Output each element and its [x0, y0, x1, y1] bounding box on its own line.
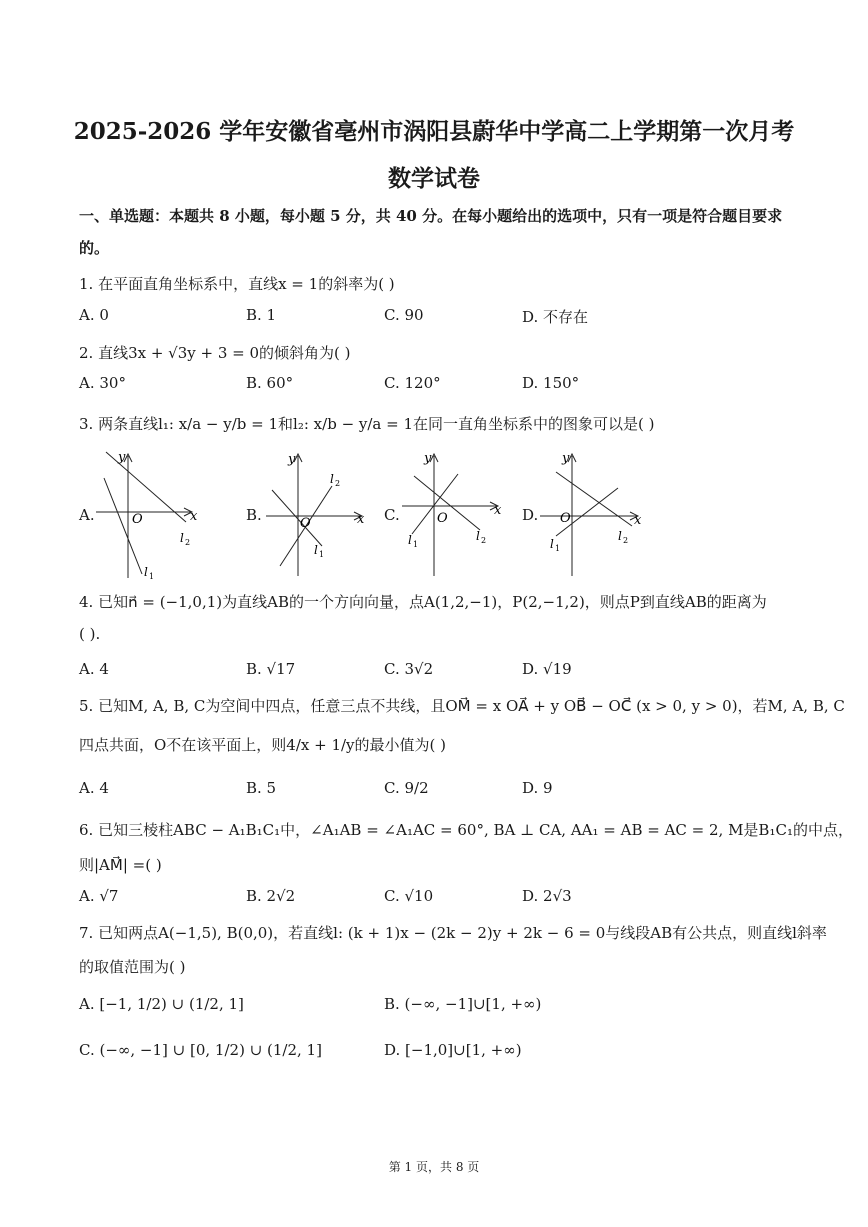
q5-option-c: C. 9/2 — [384, 779, 429, 797]
document-title-line1: 2025-2026 学年安徽省亳州市涡阳县蔚华中学高二上学期第一次月考 — [73, 118, 795, 145]
question-1-stem: 1. 在平面直角坐标系中，直线x = 1的斜率为( ) — [79, 275, 395, 293]
graph-b-l2-label: l — [330, 472, 334, 486]
graph-a-l2-label: l — [180, 531, 184, 545]
q7-option-c: C. (−∞, −1] ∪ [0, 1/2) ∪ (1/2, 1] — [79, 1041, 322, 1059]
graph-c-x-label: x — [494, 503, 502, 518]
graph-c-y-label: y — [424, 451, 432, 466]
graph-a-y-label: y — [118, 450, 126, 465]
question-3-stem: 3. 两条直线l₁: x/a − y/b = 1和l₂: x/b − y/a = 1在同一直角坐标系中的图象可以是( ) — [79, 415, 655, 433]
graph-b-y-label: y — [288, 452, 296, 467]
graph-b-l2-sub: 2 — [335, 479, 341, 488]
graph-d-l2-sub: 2 — [623, 536, 629, 545]
question-5-stem-line1: 5. 已知M, A, B, C为空间中四点，任意三点不共线，且OM⃗ = x OA⃗ + y OB⃗ − OC⃗ (x > 0, y > 0)，若M, A, B, C — [79, 697, 845, 715]
question-6-stem-line1: 6. 已知三棱柱ABC − A₁B₁C₁中，∠A₁AB = ∠A₁AC = 60°, BA ⊥ CA, AA₁ = AB = AC = 2, M是B₁C₁的中点， — [79, 821, 853, 839]
graph-a-l1-label: l — [144, 565, 148, 579]
q5-option-d: D. 9 — [522, 779, 553, 797]
q1-option-b: B. 1 — [246, 306, 277, 324]
q1-option-c: C. 90 — [384, 306, 424, 324]
q7-option-d: D. [−1,0]∪[1, +∞) — [384, 1041, 522, 1059]
graph-c-l2-label: l — [476, 529, 480, 543]
q6-option-a: A. √7 — [79, 887, 119, 905]
graph-b-x-label: x — [357, 512, 365, 527]
question-5-stem-line2: 四点共面，O不在该平面上，则4/x + 1/y的最小值为( ) — [79, 736, 447, 754]
graph-c-l1-label: l — [408, 533, 412, 547]
question-7-stem-line1: 7. 已知两点A(−1,5), B(0,0)，若直线l: (k + 1)x − (2k − 2)y + 2k − 6 = 0与线段AB有公共点，则直线l斜率 — [79, 924, 827, 942]
q4-option-c: C. 3√2 — [384, 660, 434, 678]
q7-option-b: B. (−∞, −1]∪[1, +∞) — [384, 995, 542, 1013]
graph-d-x-label: x — [634, 513, 642, 528]
question-2-stem: 2. 直线3x + √3y + 3 = 0的倾斜角为( ) — [79, 344, 351, 362]
q4-option-a: A. 4 — [79, 660, 109, 678]
question-6-stem-line2: 则|AM⃗| =( ) — [79, 856, 162, 874]
graph-a-l2-sub: 2 — [185, 538, 191, 547]
graph-c — [400, 450, 510, 580]
q7-option-a: A. [−1, 1/2) ∪ (1/2, 1] — [79, 995, 244, 1013]
question-7-stem-line2: 的取值范围为( ) — [79, 958, 186, 976]
graph-d-l2-label: l — [618, 529, 622, 543]
q3-option-b: B. — [246, 506, 262, 524]
q3-option-a: A. — [79, 506, 95, 524]
q6-option-b: B. 2√2 — [246, 887, 296, 905]
graph-a-origin: O — [132, 512, 143, 527]
graph-d-l1-sub: 1 — [555, 544, 561, 553]
q4-option-b: B. √17 — [246, 660, 296, 678]
graph-b-l1-sub: 1 — [319, 550, 325, 559]
q1-option-a: A. 0 — [79, 306, 109, 324]
q1-option-d: D. 不存在 — [522, 308, 589, 326]
graph-c-l1-sub: 1 — [413, 540, 419, 549]
section-header-line2: 的。 — [79, 239, 110, 257]
q5-option-a: A. 4 — [79, 779, 109, 797]
q2-option-c: C. 120° — [384, 374, 441, 392]
q3-option-d: D. — [522, 506, 539, 524]
q2-option-b: B. 60° — [246, 374, 294, 392]
graph-b-origin: O — [300, 516, 311, 531]
q4-option-d: D. √19 — [522, 660, 572, 678]
q5-option-b: B. 5 — [246, 779, 277, 797]
q2-option-d: D. 150° — [522, 374, 580, 392]
section-header-line1: 一、单选题：本题共 8 小题，每小题 5 分，共 40 分。在每小题给出的选项中，只有一项是符合题目要求 — [79, 207, 783, 225]
page-footer: 第 1 页，共 8 页 — [388, 1160, 480, 1174]
graph-a-x-label: x — [190, 509, 198, 524]
q3-option-c: C. — [384, 506, 400, 524]
graph-c-l2-sub: 2 — [481, 536, 487, 545]
graph-a-l1-sub: 1 — [149, 572, 155, 580]
question-4-stem-line2: ( ). — [79, 625, 101, 643]
graph-d-origin: O — [560, 511, 571, 526]
graph-d — [538, 450, 648, 580]
q6-option-d: D. 2√3 — [522, 887, 572, 905]
graph-d-y-label: y — [562, 451, 570, 466]
q2-option-a: A. 30° — [79, 374, 126, 392]
q6-option-c: C. √10 — [384, 887, 434, 905]
document-title-line2: 数学试卷 — [388, 165, 480, 192]
graph-a — [94, 450, 204, 580]
graph-c-origin: O — [437, 511, 448, 526]
graph-b — [262, 450, 372, 580]
question-4-stem-line1: 4. 已知n⃗ = (−1,0,1)为直线AB的一个方向向量，点A(1,2,−1)，P(2,−1,2)，则点P到直线AB的距离为 — [79, 593, 767, 611]
graph-b-l1-label: l — [314, 543, 318, 557]
graph-d-l1-label: l — [550, 537, 554, 551]
